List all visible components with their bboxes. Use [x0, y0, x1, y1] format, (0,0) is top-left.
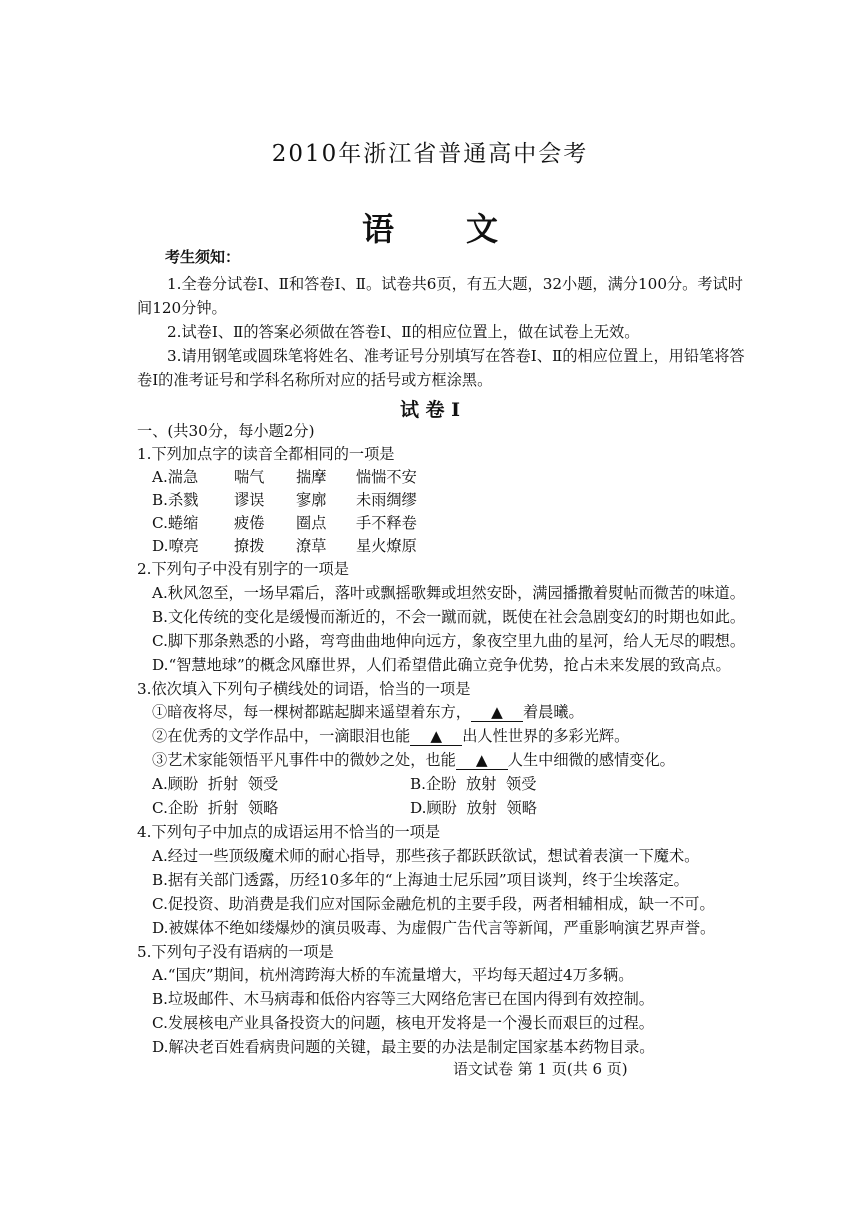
q3-blank: ▲	[471, 703, 523, 722]
q3-text: ③艺术家能领悟平凡事件中的微妙之处，也能	[152, 751, 456, 769]
q1-item: 寥廓	[296, 491, 327, 509]
notice-heading: 考生须知：	[165, 248, 241, 266]
q1-item: 撩拨	[234, 537, 265, 555]
q1-row-a	[152, 466, 417, 487]
q1-row-b	[152, 489, 417, 510]
q4-option-c: C.促投资、助消费是我们应对国际金融危机的主要手段，两者相辅相成，缺一不可。	[152, 895, 715, 913]
q5-option-a: A.“国庆”期间，杭州湾跨海大桥的车流量增大，平均每天超过4万多辆。	[152, 966, 634, 984]
q1-item: C.蜷缩	[152, 514, 199, 532]
q2-stem: 2.下列句子中没有别字的一项是	[137, 560, 349, 578]
notice-item-1: 1.全卷分试卷Ⅰ、Ⅱ和答卷Ⅰ、Ⅱ。试卷共6页，有五大题，32小题，满分100分。考试时间120分钟。	[137, 275, 743, 317]
q5-option-d: D.解决老百姓看病贵问题的关键，最主要的办法是制定国家基本药物目录。	[152, 1038, 655, 1056]
q1-item: 未雨绸缪	[356, 491, 417, 509]
q1-item: 潦草	[296, 537, 327, 555]
q2-option-c: C.脚下那条熟悉的小路，弯弯曲曲地伸向远方，象夜空里九曲的星河，给人无尽的暇想。	[152, 632, 746, 650]
q3-text: 出人性世界的多彩光辉。	[462, 727, 630, 745]
q5-option-c: C.发展核电产业具备投资大的问题，核电开发将是一个漫长而艰巨的过程。	[152, 1014, 654, 1032]
q1-item: 惴惴不安	[356, 468, 417, 486]
q3-option-a: A.顾盼 折射 领受	[152, 775, 279, 793]
subject-char-1: 语	[361, 210, 394, 248]
q3-text: 人生中细微的感情变化。	[507, 751, 675, 769]
q1-row-d	[152, 535, 417, 556]
q5-stem: 5.下列句子没有语病的一项是	[137, 943, 334, 961]
q5-option-b: B.垃圾邮件、木马病毒和低俗内容等三大网络危害已在国内得到有效控制。	[152, 990, 654, 1008]
q2-option-d: D.“智慧地球”的概念风靡世界，人们希望借此确立竞争优势，抢占未来发展的致高点。	[152, 656, 731, 674]
q4-option-b: B.据有关部门透露，历经10多年的“上海迪士尼乐园”项目谈判，终于尘埃落定。	[152, 871, 689, 889]
q1-item: 喘气	[234, 468, 265, 486]
q3-sentence-2	[152, 725, 629, 746]
notice-item-2: 2.试卷Ⅰ、Ⅱ的答案必须做在答卷Ⅰ、Ⅱ的相应位置上，做在试卷上无效。	[167, 323, 640, 341]
q1-item: A.湍急	[152, 468, 199, 486]
exam-title: 2010年浙江省普通高中会考	[271, 141, 589, 167]
page-footer: 语文试卷 第 1 页(共 6 页)	[453, 1060, 628, 1078]
q1-item: B.杀戮	[152, 491, 199, 509]
q3-sentence-1	[152, 701, 584, 722]
q1-item: 疲倦	[234, 514, 265, 532]
subject-title	[0, 204, 860, 250]
notice-item-3: 3.请用钢笔或圆珠笔将姓名、准考证号分别填写在答卷Ⅰ、Ⅱ的相应位置上，用铅笔将答卷Ⅰ的准考证号和学科名称所对应的括号或方框涂黑。	[137, 347, 745, 389]
q2-option-b: B.文化传统的变化是缓慢而渐近的，不会一蹴而就，既使在社会急剧变幻的时期也如此。	[152, 608, 746, 626]
q4-stem: 4.下列句子中加点的成语运用不恰当的一项是	[137, 823, 441, 841]
q1-item: 手不释卷	[356, 514, 417, 532]
q3-text: ②在优秀的文学作品中，一滴眼泪也能	[152, 727, 411, 745]
q4-option-a: A.经过一些顶级魔术师的耐心指导，那些孩子都跃跃欲试，想试着表演一下魔术。	[152, 847, 700, 865]
q3-blank: ▲	[456, 751, 508, 770]
q3-sentence-3	[152, 749, 675, 770]
q3-stem: 3.依次填入下列句子横线处的词语，恰当的一项是	[137, 680, 471, 698]
q1-item: 揣摩	[296, 468, 327, 486]
part-heading: 一、(共30分，每小题2分)	[137, 422, 315, 440]
q3-option-b: B.企盼 放射 领受	[410, 775, 537, 793]
q1-row-c	[152, 512, 417, 533]
q3-option-d: D.顾盼 放射 领略	[410, 799, 537, 817]
q1-item: D.嘹亮	[152, 537, 199, 555]
q1-item: 星火燎原	[356, 537, 417, 555]
q3-text: ①暗夜将尽，每一棵树都踮起脚来遥望着东方，	[152, 703, 471, 721]
q3-text: 着晨曦。	[522, 703, 584, 721]
q1-stem: 1.下列加点字的读音全都相同的一项是	[137, 445, 395, 463]
q3-blank: ▲	[410, 727, 462, 746]
q4-option-d: D.被媒体不绝如缕爆炒的演员吸毒、为虚假广告代言等新闻，严重影响演艺界声誉。	[152, 919, 716, 937]
subject-char-2: 文	[466, 210, 499, 248]
section-heading: 试 卷 Ⅰ	[399, 399, 461, 421]
q3-option-c: C.企盼 折射 领略	[152, 799, 279, 817]
q1-item: 谬误	[234, 491, 265, 509]
q2-option-a: A.秋风忽至，一场早霜后，落叶或飘摇歌舞或坦然安卧，满园播撒着熨帖而微苦的味道。	[152, 584, 745, 602]
q1-item: 圈点	[296, 514, 327, 532]
